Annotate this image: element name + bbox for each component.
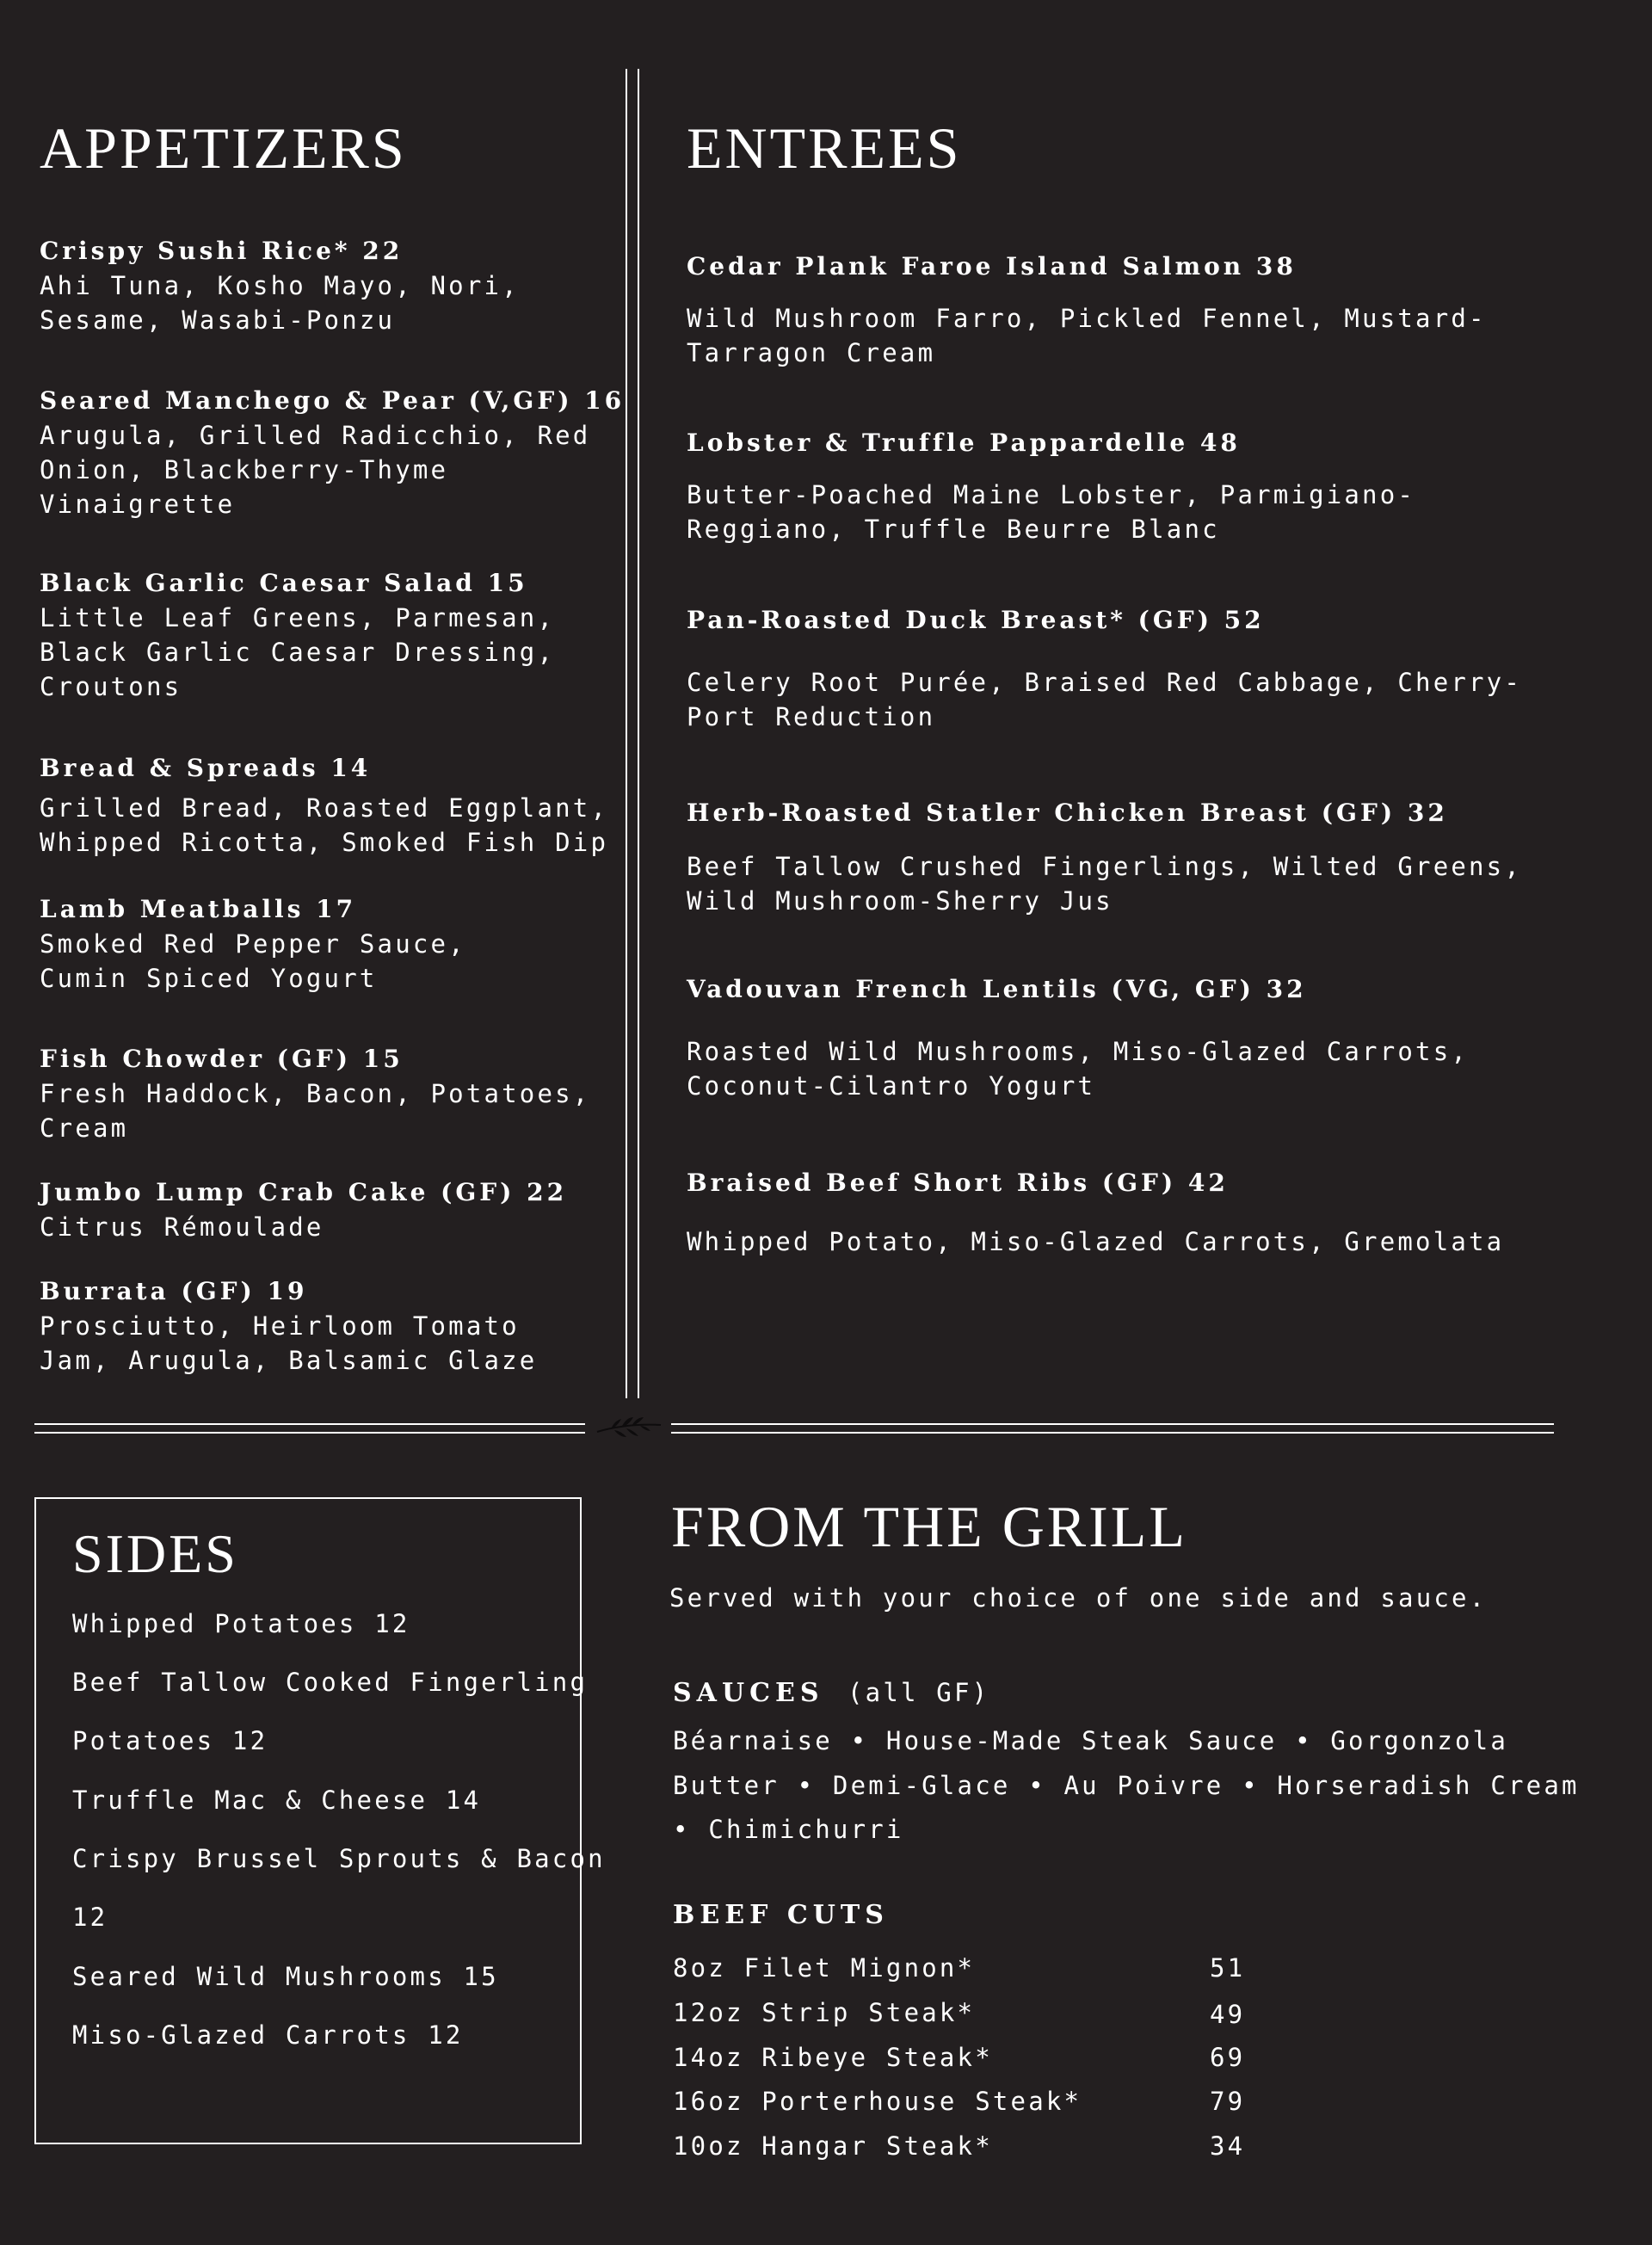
section-divider-line: [671, 1432, 1554, 1434]
item-name: Jumbo Lump Crab Cake (GF) 22: [40, 1178, 568, 1206]
entrees-heading: ENTREES: [687, 115, 962, 181]
item-desc-line: Prosciutto, Heirloom Tomato: [40, 1311, 520, 1341]
section-divider-line: [34, 1432, 585, 1434]
cut-price: 34: [1210, 2131, 1246, 2161]
item-name: Lobster & Truffle Pappardelle 48: [687, 429, 1241, 457]
item-desc-line: Little Leaf Greens, Parmesan,: [40, 603, 556, 632]
item-name: Braised Beef Short Ribs (GF) 42: [687, 1169, 1229, 1197]
sides-heading: SIDES: [72, 1523, 238, 1584]
item-desc-line: Sesame, Wasabi-Ponzu: [40, 305, 396, 335]
item-desc-line: Vinaigrette: [40, 490, 236, 519]
cut-name: 8oz Filet Mignon*: [673, 1953, 976, 1983]
appetizer-item: [40, 751, 608, 860]
item-desc-line: Tarragon Cream: [687, 338, 936, 367]
sauces-line: • Chimichurri: [673, 1815, 904, 1844]
item-desc-line: Arugula, Grilled Radicchio, Red: [40, 421, 591, 450]
entree-item: [687, 250, 1487, 370]
grill-intro: Served with your choice of one side and sauce.: [669, 1583, 1488, 1613]
entree-item: [687, 972, 1469, 1103]
item-name: Vadouvan French Lentils (VG, GF) 32: [687, 975, 1307, 1003]
cut-price: 79: [1210, 2087, 1246, 2116]
appetizer-item: [40, 234, 520, 337]
item-desc-line: Coconut-Cilantro Yogurt: [687, 1071, 1096, 1101]
entree-item: [687, 1166, 1504, 1259]
item-desc-line: Celery Root Purée, Braised Red Cabbage, Cherry-: [687, 668, 1522, 697]
column-divider-line: [626, 69, 627, 1398]
item-name: Burrata (GF) 19: [40, 1277, 308, 1305]
grill-heading: FROM THE GRILL: [671, 1494, 1187, 1559]
section-divider-line: [34, 1423, 585, 1425]
column-divider-line: [638, 69, 639, 1398]
cut-price: 49: [1210, 2000, 1246, 2029]
item-desc-line: Whipped Potato, Miso-Glazed Carrots, Gremolata: [687, 1227, 1505, 1256]
item-desc-line: Cumin Spiced Yogurt: [40, 964, 378, 993]
beef-cut-row: [673, 1998, 975, 2027]
appetizer-item: [40, 566, 555, 704]
appetizer-item: [40, 1042, 590, 1145]
item-desc-line: Fresh Haddock, Bacon, Potatoes,: [40, 1079, 591, 1108]
side-item-line: Truffle Mac & Cheese 14: [72, 1786, 482, 1815]
beef-cut-row: [673, 2087, 1082, 2116]
cut-name: 16oz Porterhouse Steak*: [673, 2087, 1082, 2116]
entree-item: [687, 426, 1415, 546]
item-desc-line: Roasted Wild Mushrooms, Miso-Glazed Carrots,: [687, 1037, 1470, 1066]
item-name: Black Garlic Caesar Salad 15: [40, 569, 528, 597]
side-item-line: Potatoes 12: [72, 1726, 268, 1755]
item-desc-line: Onion, Blackberry-Thyme: [40, 455, 449, 484]
sauces-note: (all GF): [848, 1678, 990, 1707]
item-name: Pan-Roasted Duck Breast* (GF) 52: [687, 606, 1265, 634]
item-name: Fish Chowder (GF) 15: [40, 1045, 404, 1073]
appetizer-item: [40, 1274, 537, 1378]
side-item-line: 12: [72, 1903, 108, 1932]
beef-cut-row: [673, 2131, 993, 2161]
sauces-line: Béarnaise • House-Made Steak Sauce • Gorgonzola: [673, 1726, 1508, 1755]
side-item-line: Miso-Glazed Carrots 12: [72, 2020, 464, 2050]
cut-name: 10oz Hangar Steak*: [673, 2131, 993, 2161]
side-item-line: Crispy Brussel Sprouts & Bacon: [72, 1844, 606, 1873]
item-desc-line: Cream: [40, 1113, 129, 1143]
item-desc-line: Port Reduction: [687, 702, 936, 731]
sauces-heading: SAUCES: [673, 1678, 824, 1708]
item-desc-line: Jam, Arugula, Balsamic Glaze: [40, 1346, 538, 1375]
item-desc-line: Butter-Poached Maine Lobster, Parmigiano-: [687, 480, 1416, 509]
cut-price: 51: [1210, 1953, 1246, 1983]
beef-cut-row: [673, 1953, 975, 1983]
entree-item: [687, 796, 1522, 918]
item-desc-line: Wild Mushroom-Sherry Jus: [687, 886, 1113, 916]
side-item-line: Beef Tallow Cooked Fingerling: [72, 1668, 589, 1697]
sauces-line: Butter • Demi-Glace • Au Poivre • Horseradish Cream: [673, 1771, 1580, 1800]
beef-cut-row: [673, 2043, 993, 2072]
item-name: Lamb Meatballs 17: [40, 895, 357, 923]
beef-cuts-heading: BEEF CUTS: [673, 1900, 889, 1930]
item-desc-line: Ahi Tuna, Kosho Mayo, Nori,: [40, 271, 520, 300]
appetizer-item: [40, 384, 625, 521]
item-desc-line: Smoked Red Pepper Sauce,: [40, 929, 466, 959]
section-divider-line: [671, 1423, 1554, 1425]
side-item-line: Whipped Potatoes 12: [72, 1609, 410, 1638]
cut-price: 69: [1210, 2043, 1246, 2072]
side-item-line: Seared Wild Mushrooms 15: [72, 1962, 499, 1991]
item-desc-line: Citrus Rémoulade: [40, 1212, 324, 1242]
appetizer-item: [40, 892, 466, 996]
item-name: Bread & Spreads 14: [40, 754, 372, 782]
appetizer-item: [40, 1175, 567, 1244]
item-name: Seared Manchego & Pear (V,GF) 16: [40, 386, 626, 415]
sprig-icon: [592, 1406, 666, 1449]
item-desc-line: Black Garlic Caesar Dressing,: [40, 638, 556, 667]
item-desc-line: Beef Tallow Crushed Fingerlings, Wilted Greens,: [687, 852, 1522, 881]
cut-name: 14oz Ribeye Steak*: [673, 2043, 993, 2072]
item-desc-line: Reggiano, Truffle Beurre Blanc: [687, 515, 1220, 544]
appetizers-heading: APPETIZERS: [40, 115, 407, 181]
item-desc-line: Croutons: [40, 672, 182, 701]
item-name: Crispy Sushi Rice* 22: [40, 237, 404, 265]
item-desc-line: Grilled Bread, Roasted Eggplant,: [40, 793, 609, 823]
item-name: Cedar Plank Faroe Island Salmon 38: [687, 252, 1297, 281]
entree-item: [687, 603, 1522, 734]
cut-name: 12oz Strip Steak*: [673, 1998, 976, 2027]
item-name: Herb-Roasted Statler Chicken Breast (GF) 32: [687, 799, 1448, 827]
item-desc-line: Wild Mushroom Farro, Pickled Fennel, Mustard-: [687, 304, 1487, 333]
item-desc-line: Whipped Ricotta, Smoked Fish Dip: [40, 828, 609, 857]
